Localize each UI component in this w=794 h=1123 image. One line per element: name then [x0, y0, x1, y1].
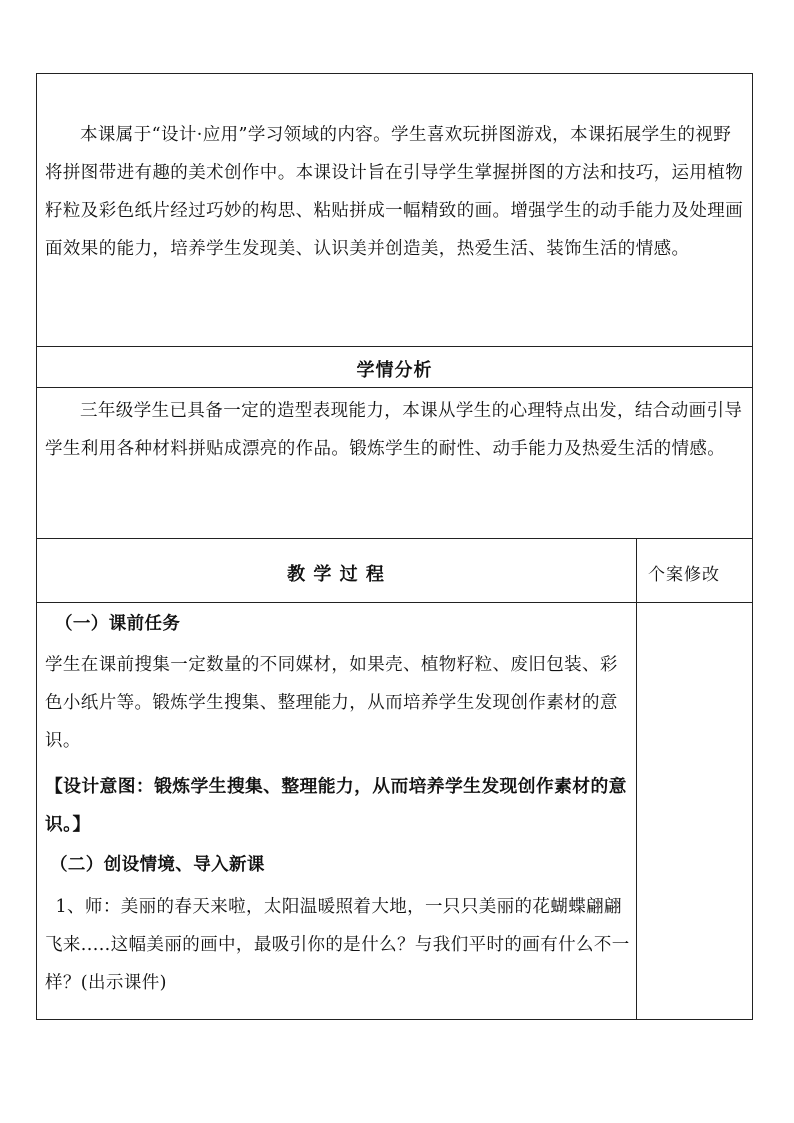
process-content — [45, 605, 630, 1002]
process-header: 教 学 过 程 — [287, 564, 385, 585]
analysis-paragraph: 三年级学生已具备一定的造型表现能力，本课从学生的心理特点出发，结合动画引导学生利用各种材料拼贴成漂亮的作品。锻炼学生的耐性、动手能力及热爱生活的情感。 — [45, 401, 743, 459]
intro-paragraph: 本课属于“设计·应用”学习领域的内容。学生喜欢玩拼图游戏，本课拓展学生的视野将拼图带进有趣的美术创作中。本课设计旨在引导学生掌握拼图的方法和技巧，运用植物籽粒及彩色纸片经过巧妙的构思、粘贴拼成一幅精致的画。增强学生的动手能力及处理画面效果的能力，培养学生发现美、认识美并创造美，热爱生活、装饰生活的情感。 — [45, 125, 744, 259]
analysis-title: 学情分析 — [356, 360, 433, 381]
section2-item1: 1、师：美丽的春天来啦，太阳温暖照着大地，一只只美丽的花蝴蝶翩翩飞来.....这幅美丽的画中，最吸引你的是什么？与我们平时的画有什么不一样？(出示课件) — [45, 897, 630, 993]
row-divider — [36, 387, 753, 388]
section1-body: 学生在课前搜集一定数量的不同媒材，如果壳、植物籽粒、废旧包装、彩色小纸片等。锻炼学生搜集、整理能力，从而培养学生发现创作素材的意识。 — [45, 655, 618, 751]
row-divider — [36, 346, 753, 347]
column-divider — [636, 538, 637, 1020]
row-divider — [36, 602, 753, 603]
row-divider — [36, 538, 753, 539]
revision-column-header: 个案修改 — [648, 565, 720, 585]
section1-title: （一）课前任务 — [55, 614, 181, 634]
design-intent: 【设计意图：锻炼学生搜集、整理能力，从而培养学生发现创作素材的意识。】 — [45, 776, 627, 835]
section2-title: （二）创设情境、导入新课 — [50, 855, 265, 875]
